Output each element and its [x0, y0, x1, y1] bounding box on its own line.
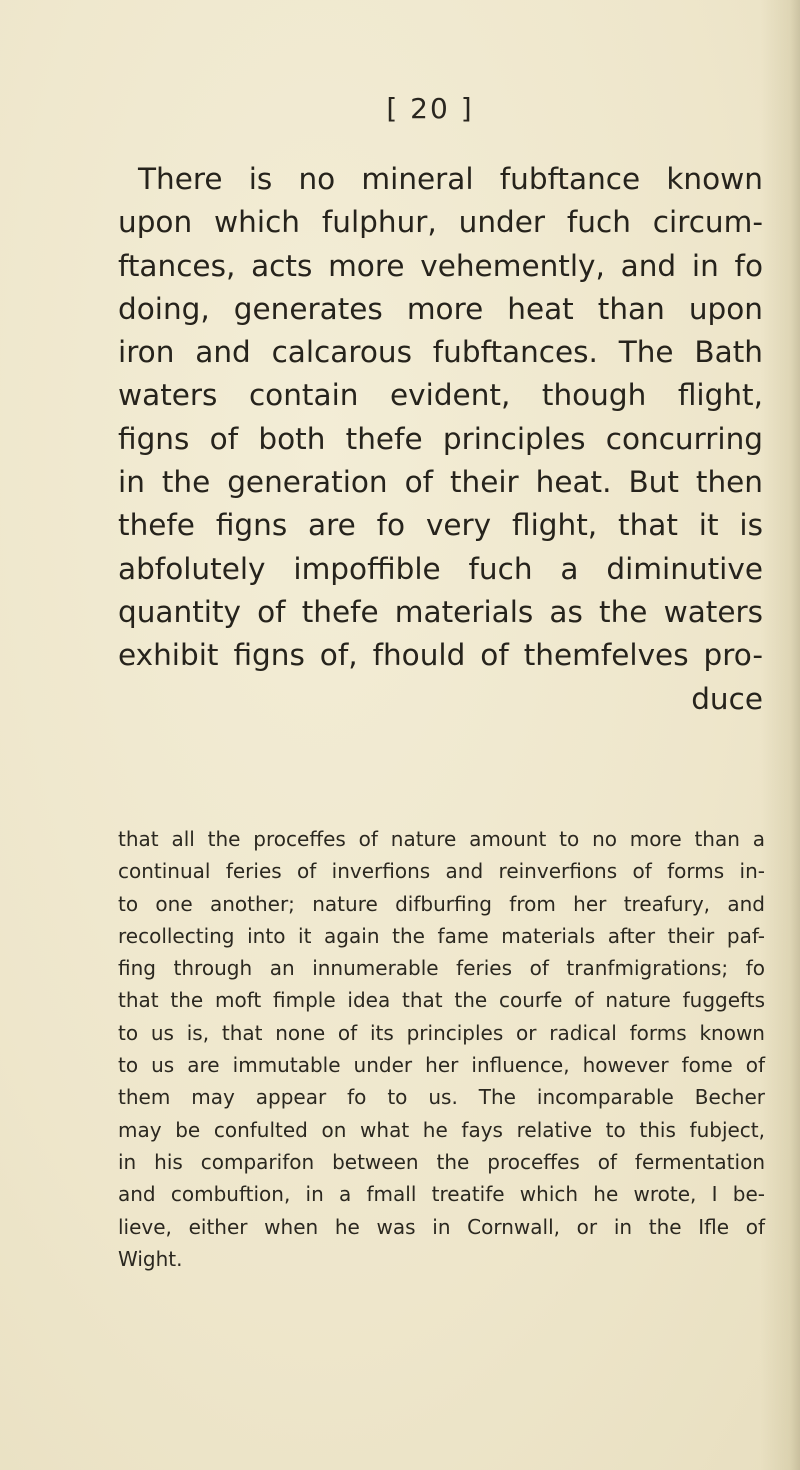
footnote-line: that the moft fimple idea that the courfe of nature fuggefts [118, 988, 765, 1013]
footnote-line: continual feries of inverfions and reinverfions of forms in- [118, 859, 765, 884]
footnote-line: to one another; nature difburfing from her treafury, and [118, 891, 765, 916]
footnote-line: in his comparifon between the proceffes of fermentation [118, 1149, 765, 1174]
catchword: duce [691, 681, 763, 716]
text-line: There is no mineral fubftance known [138, 162, 763, 196]
text-line: waters contain evident, though flight, [118, 378, 763, 413]
footnote-line: and combuftion, in a fmall treatife which he wrote, I be- [118, 1182, 765, 1207]
page-number: [ 20 ] [386, 92, 474, 125]
text-line: exhibit figns of, fhould of themfelves pro- [118, 638, 763, 673]
text-line: quantity of thefe materials as the waters [118, 594, 763, 629]
text-line: doing, generates more heat than upon [118, 291, 763, 326]
footnote-line: lieve, either when he was in Cornwall, or in the Ifle of [118, 1214, 765, 1239]
footnote [118, 823, 765, 1275]
text-line: ftances, acts more vehemently, and in fo [118, 248, 763, 283]
footnote-line: to us is, that none of its principles or radical forms known [118, 1020, 765, 1045]
footnote-line: may be confulted on what he fays relative to this fubject, [118, 1117, 765, 1142]
main-paragraph [118, 158, 763, 721]
text-line: figns of both thefe principles concurring [118, 421, 763, 456]
footnote-line: that all the proceffes of nature amount to no more than a [118, 827, 765, 851]
text-line: abfolutely impoffible fuch a diminutive [118, 551, 763, 586]
text-line: iron and calcarous fubftances. The Bath [118, 335, 763, 370]
footnote-line: fing through an innumerable feries of tranfmigrations; fo [118, 956, 765, 981]
text-line: upon which fulphur, under fuch circum- [118, 205, 763, 240]
footnote-line: Wight. [118, 1246, 183, 1271]
text-line: in the generation of their heat. But then [118, 465, 763, 500]
footnote-line: recollecting into it again the fame materials after their paf- [118, 923, 765, 948]
footnote-line: them may appear fo to us. The incomparable Becher [118, 1085, 765, 1110]
footnote-line: to us are immutable under her influence, however fome of [118, 1053, 765, 1078]
text-line: thefe figns are fo very flight, that it is [118, 508, 763, 543]
